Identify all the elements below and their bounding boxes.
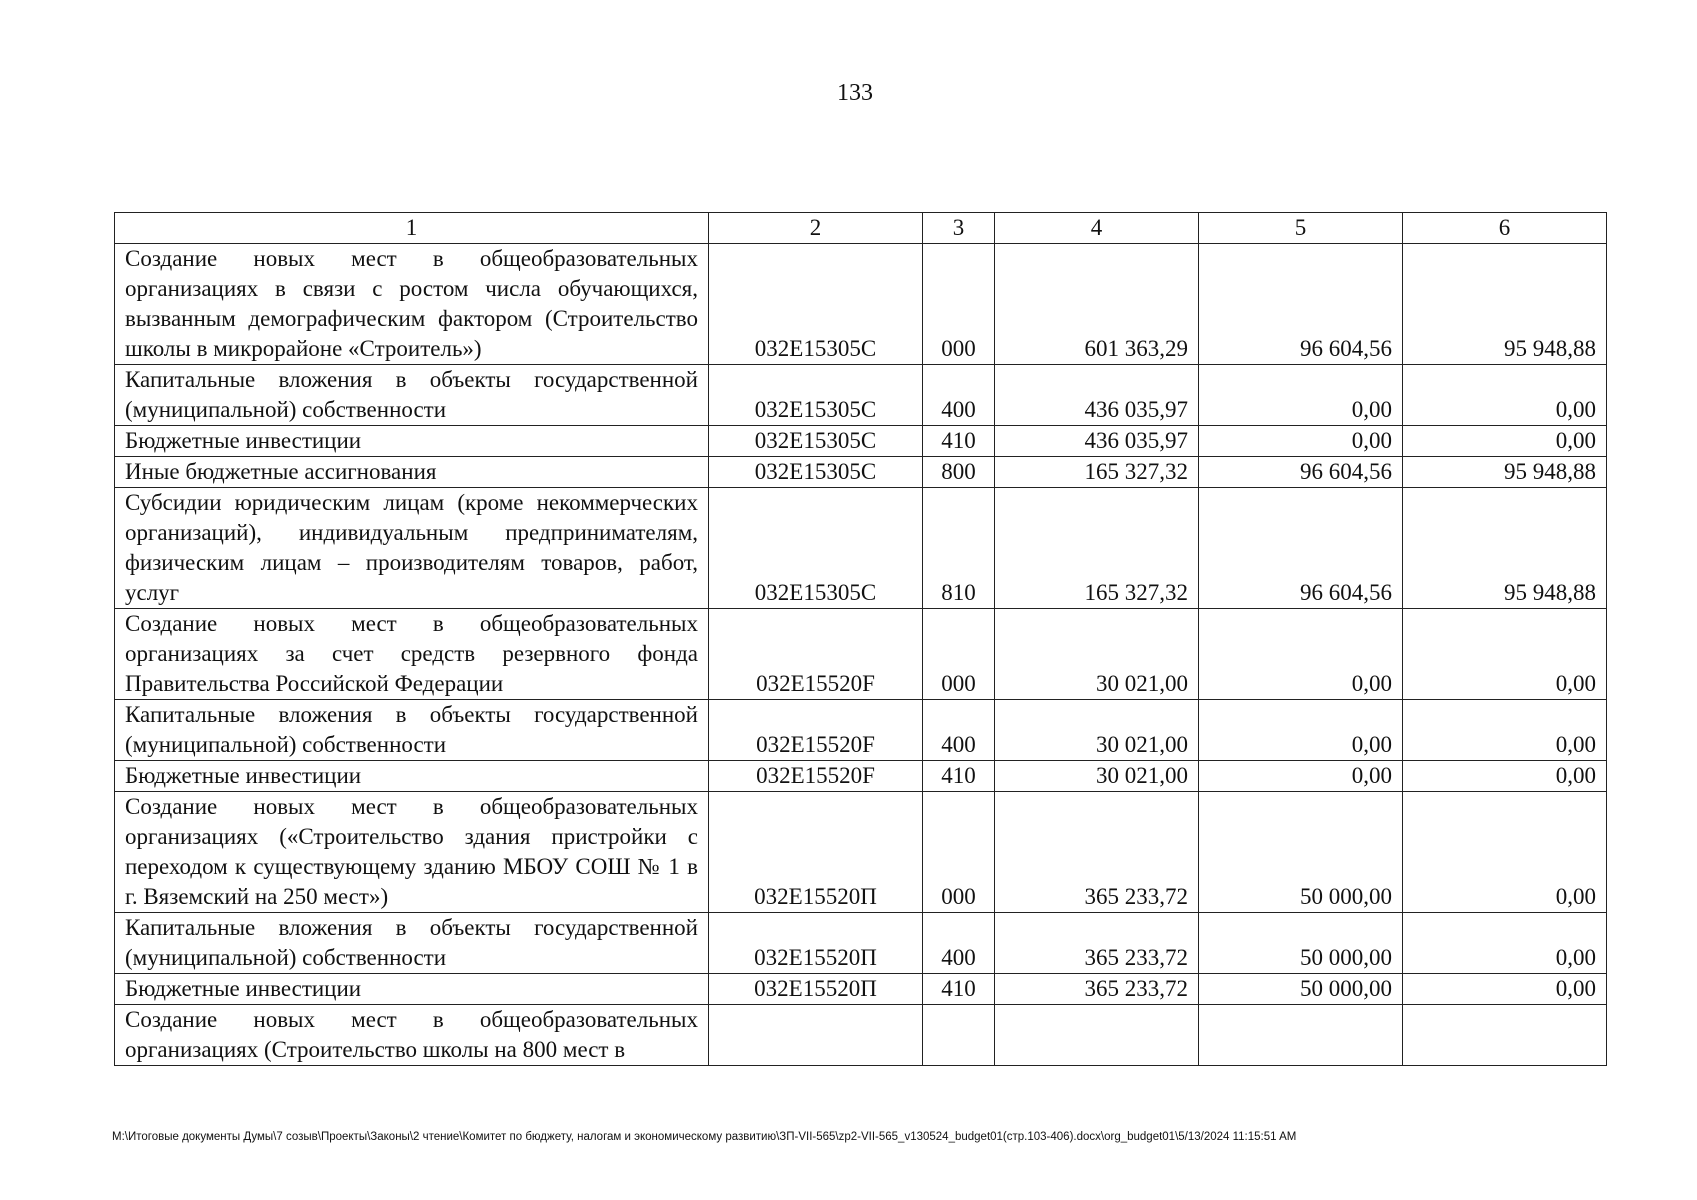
row-value-col4: 365 233,72 bbox=[995, 974, 1199, 1005]
row-value-col4: 165 327,32 bbox=[995, 457, 1199, 488]
row-target-code: 032E15520F bbox=[709, 700, 923, 761]
row-value-col5: 96 604,56 bbox=[1199, 488, 1403, 609]
row-value-col6 bbox=[1403, 1005, 1607, 1066]
row-value-col4: 30 021,00 bbox=[995, 761, 1199, 792]
row-expense-type: 400 bbox=[923, 913, 995, 974]
table-row bbox=[115, 792, 1607, 913]
row-expense-type: 000 bbox=[923, 609, 995, 700]
page-number: 133 bbox=[837, 80, 873, 106]
row-value-col5: 0,00 bbox=[1199, 365, 1403, 426]
row-value-col6: 0,00 bbox=[1403, 700, 1607, 761]
row-value-col6: 95 948,88 bbox=[1403, 244, 1607, 365]
row-name: Создание новых мест в общеобразовательных организациях (Строительство школы на 800 мест в bbox=[115, 1005, 709, 1066]
header-col-6: 6 bbox=[1403, 213, 1607, 244]
header-col-3: 3 bbox=[923, 213, 995, 244]
row-target-code: 032E15305C bbox=[709, 426, 923, 457]
table-row bbox=[115, 426, 1607, 457]
table-row bbox=[115, 761, 1607, 792]
row-value-col5: 0,00 bbox=[1199, 700, 1403, 761]
header-col-1: 1 bbox=[115, 213, 709, 244]
header-col-5: 5 bbox=[1199, 213, 1403, 244]
row-value-col4: 365 233,72 bbox=[995, 792, 1199, 913]
table-header-row bbox=[115, 213, 1607, 244]
row-value-col6: 95 948,88 bbox=[1403, 457, 1607, 488]
row-value-col6: 0,00 bbox=[1403, 792, 1607, 913]
row-expense-type: 810 bbox=[923, 488, 995, 609]
table-row bbox=[115, 457, 1607, 488]
row-expense-type: 410 bbox=[923, 974, 995, 1005]
row-name: Создание новых мест в общеобразовательных организациях за счет средств резервного фонда Правительства Российской Федерации bbox=[115, 609, 709, 700]
budget-table bbox=[114, 212, 1607, 1066]
row-target-code: 032E15305C bbox=[709, 457, 923, 488]
row-name: Бюджетные инвестиции bbox=[115, 974, 709, 1005]
row-value-col5: 50 000,00 bbox=[1199, 792, 1403, 913]
row-target-code: 032E15305C bbox=[709, 365, 923, 426]
row-expense-type: 800 bbox=[923, 457, 995, 488]
row-expense-type: 400 bbox=[923, 700, 995, 761]
row-expense-type: 410 bbox=[923, 761, 995, 792]
row-value-col6: 0,00 bbox=[1403, 913, 1607, 974]
row-target-code: 032E15520П bbox=[709, 792, 923, 913]
row-expense-type: 400 bbox=[923, 365, 995, 426]
row-value-col4: 436 035,97 bbox=[995, 365, 1199, 426]
table-row bbox=[115, 974, 1607, 1005]
header-col-4: 4 bbox=[995, 213, 1199, 244]
row-name: Субсидии юридическим лицам (кроме некоммерческих организаций), индивидуальным предпринимателям, физическим лицам – производителям товаров, работ, услуг bbox=[115, 488, 709, 609]
row-value-col5: 0,00 bbox=[1199, 761, 1403, 792]
row-target-code: 032E15520F bbox=[709, 761, 923, 792]
row-value-col5: 0,00 bbox=[1199, 609, 1403, 700]
row-value-col4: 30 021,00 bbox=[995, 609, 1199, 700]
row-target-code: 032E15305C bbox=[709, 488, 923, 609]
row-target-code bbox=[709, 1005, 923, 1066]
row-name: Создание новых мест в общеобразовательных организациях в связи с ростом числа обучающихся, вызванным демографическим фактором (Строительство школы в микрорайоне «Строитель») bbox=[115, 244, 709, 365]
table-row bbox=[115, 700, 1607, 761]
row-value-col6: 0,00 bbox=[1403, 761, 1607, 792]
row-expense-type: 410 bbox=[923, 426, 995, 457]
table-row bbox=[115, 488, 1607, 609]
row-value-col5: 96 604,56 bbox=[1199, 244, 1403, 365]
row-value-col6: 0,00 bbox=[1403, 365, 1607, 426]
row-name: Капитальные вложения в объекты государственной (муниципальной) собственности bbox=[115, 913, 709, 974]
row-target-code: 032E15520П bbox=[709, 913, 923, 974]
row-expense-type: 000 bbox=[923, 244, 995, 365]
row-value-col5: 0,00 bbox=[1199, 426, 1403, 457]
row-name: Бюджетные инвестиции bbox=[115, 761, 709, 792]
row-name: Бюджетные инвестиции bbox=[115, 426, 709, 457]
row-target-code: 032E15520F bbox=[709, 609, 923, 700]
row-value-col4: 436 035,97 bbox=[995, 426, 1199, 457]
footer-file-path: М:\Итоговые документы Думы\7 созыв\Проекты\Законы\2 чтение\Комитет по бюджету, налогам и экономическому развитию\ЗП-VII-565\zp2-VII-565_v130524_budget01(стр.103-406).docx\org_budget01\5/13/2024 11:15:51 AM bbox=[112, 1131, 1297, 1143]
row-target-code: 032E15520П bbox=[709, 974, 923, 1005]
row-value-col4: 365 233,72 bbox=[995, 913, 1199, 974]
row-value-col6: 0,00 bbox=[1403, 426, 1607, 457]
table-row bbox=[115, 244, 1607, 365]
row-value-col5: 50 000,00 bbox=[1199, 913, 1403, 974]
row-value-col5 bbox=[1199, 1005, 1403, 1066]
row-name: Иные бюджетные ассигнования bbox=[115, 457, 709, 488]
table-row bbox=[115, 609, 1607, 700]
table-row bbox=[115, 913, 1607, 974]
row-value-col6: 0,00 bbox=[1403, 609, 1607, 700]
row-value-col6: 0,00 bbox=[1403, 974, 1607, 1005]
row-name: Создание новых мест в общеобразовательных организациях («Строительство здания пристройки с переходом к существующему зданию МБОУ СОШ № 1 в г. Вяземский на 250 мест») bbox=[115, 792, 709, 913]
row-value-col4: 30 021,00 bbox=[995, 700, 1199, 761]
row-value-col5: 96 604,56 bbox=[1199, 457, 1403, 488]
row-value-col4 bbox=[995, 1005, 1199, 1066]
row-expense-type bbox=[923, 1005, 995, 1066]
table-row bbox=[115, 1005, 1607, 1066]
row-value-col6: 95 948,88 bbox=[1403, 488, 1607, 609]
row-value-col4: 165 327,32 bbox=[995, 488, 1199, 609]
row-name: Капитальные вложения в объекты государственной (муниципальной) собственности bbox=[115, 700, 709, 761]
row-target-code: 032E15305C bbox=[709, 244, 923, 365]
table-row bbox=[115, 365, 1607, 426]
header-col-2: 2 bbox=[709, 213, 923, 244]
row-name: Капитальные вложения в объекты государственной (муниципальной) собственности bbox=[115, 365, 709, 426]
row-value-col5: 50 000,00 bbox=[1199, 974, 1403, 1005]
row-value-col4: 601 363,29 bbox=[995, 244, 1199, 365]
row-expense-type: 000 bbox=[923, 792, 995, 913]
